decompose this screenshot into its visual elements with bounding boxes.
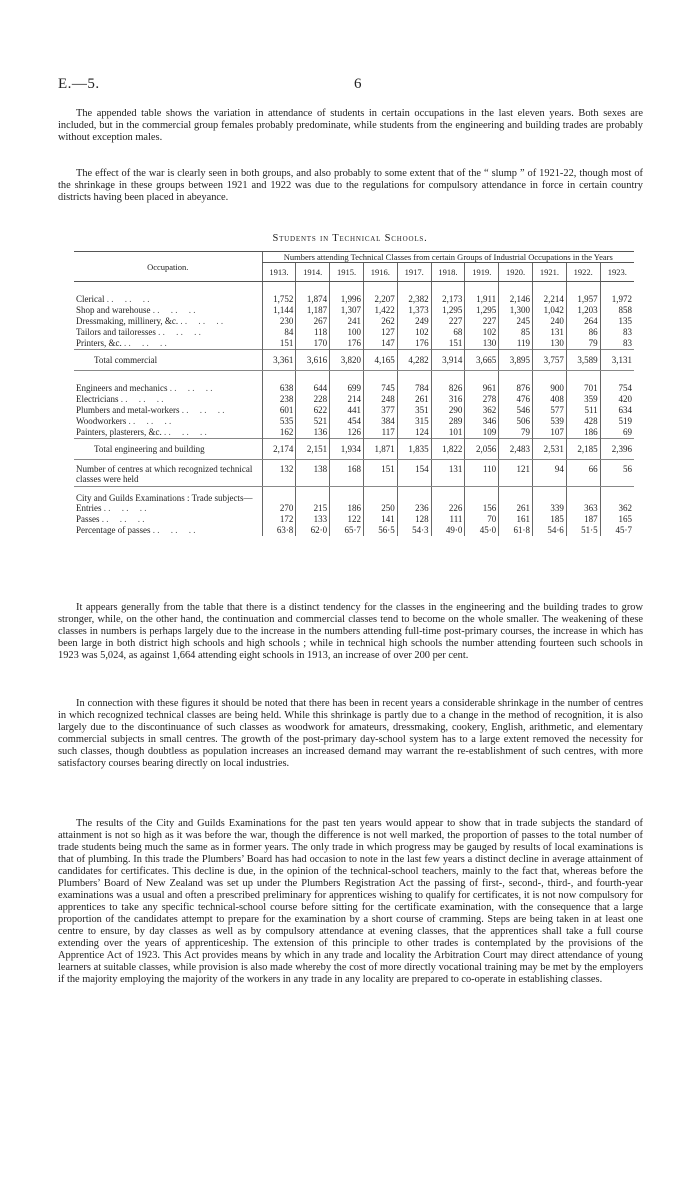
table-cell: 441 bbox=[330, 405, 364, 416]
spacer-cell bbox=[600, 487, 634, 504]
table-cell: 45·0 bbox=[465, 525, 499, 536]
table-cell: 506 bbox=[499, 416, 533, 427]
spacer-row bbox=[74, 282, 634, 295]
table-cell: 339 bbox=[533, 503, 567, 514]
table-cell: 784 bbox=[397, 383, 431, 394]
table-cell: 521 bbox=[296, 416, 330, 427]
table-cell: 61·8 bbox=[499, 525, 533, 536]
occupation-label bbox=[74, 316, 262, 327]
table-cell: 170 bbox=[296, 338, 330, 350]
table-cell: 745 bbox=[363, 383, 397, 394]
table-cell: 238 bbox=[262, 394, 296, 405]
table-cell: 3,914 bbox=[431, 350, 465, 371]
table-cell: 408 bbox=[533, 394, 567, 405]
table-cell: 577 bbox=[533, 405, 567, 416]
table-cell: 141 bbox=[363, 514, 397, 525]
spacer-cell bbox=[431, 282, 465, 295]
year-header: 1917. bbox=[397, 263, 431, 282]
table-cell: 228 bbox=[296, 394, 330, 405]
row-label: Shop and warehouse bbox=[76, 305, 151, 315]
year-header: 1914. bbox=[296, 263, 330, 282]
centres-row bbox=[74, 460, 634, 487]
table-cell: 519 bbox=[600, 416, 634, 427]
table-cell: 362 bbox=[600, 503, 634, 514]
table-cell: 316 bbox=[431, 394, 465, 405]
table-row bbox=[74, 525, 634, 536]
table-cell: 62·0 bbox=[296, 525, 330, 536]
occupation-label bbox=[74, 514, 262, 525]
table-cell: 69 bbox=[600, 427, 634, 439]
table-cell: 2,174 bbox=[262, 439, 296, 460]
table-cell: 2,056 bbox=[465, 439, 499, 460]
table-cell: 261 bbox=[397, 394, 431, 405]
year-header: 1923. bbox=[600, 263, 634, 282]
table-cell: 240 bbox=[533, 316, 567, 327]
table-cell: 118 bbox=[296, 327, 330, 338]
table-cell: 133 bbox=[296, 514, 330, 525]
table-row bbox=[74, 514, 634, 525]
table-cell: 1,835 bbox=[397, 439, 431, 460]
students-table bbox=[74, 251, 634, 536]
spacer-cell bbox=[499, 371, 533, 384]
spacer-cell bbox=[262, 282, 296, 295]
spacer-cell bbox=[74, 282, 262, 295]
table-cell: 634 bbox=[600, 405, 634, 416]
row-label: Woodworkers bbox=[76, 416, 127, 426]
table-cell: 1,752 bbox=[262, 294, 296, 305]
table-cell: 186 bbox=[566, 427, 600, 439]
row-label: Clerical bbox=[76, 294, 105, 304]
spacer-cell bbox=[397, 371, 431, 384]
table-cell: 961 bbox=[465, 383, 499, 394]
spacer-cell bbox=[465, 487, 499, 504]
occupation-label bbox=[74, 383, 262, 394]
table-cell: 3,895 bbox=[499, 350, 533, 371]
table-cell: 122 bbox=[330, 514, 364, 525]
table-cell: 121 bbox=[499, 460, 533, 487]
spacer-row bbox=[74, 371, 634, 384]
occupation-label bbox=[74, 327, 262, 338]
spacer-cell bbox=[262, 371, 296, 384]
table-cell: 215 bbox=[296, 503, 330, 514]
intro-paragraph-2: The effect of the war is clearly seen in both groups, and also probably to some extent that of the “ slump ” of 1921-22, though most of the shrinkage in these groups between 1921 and 1922 was due to the regulations for compulsory attendance in force in certain country districts having been placed in abeyance. bbox=[58, 168, 643, 203]
table-cell: 187 bbox=[566, 514, 600, 525]
table-cell: 136 bbox=[296, 427, 330, 439]
table-cell: 315 bbox=[397, 416, 431, 427]
table-cell: 245 bbox=[499, 316, 533, 327]
row-label: Passes bbox=[76, 514, 100, 524]
spacer-cell bbox=[262, 487, 296, 504]
occupation-label bbox=[74, 503, 262, 514]
occupation-label bbox=[74, 338, 262, 350]
table-cell: 2,146 bbox=[499, 294, 533, 305]
table-cell: 147 bbox=[363, 338, 397, 350]
table-cell: 49·0 bbox=[431, 525, 465, 536]
table-cell: 102 bbox=[397, 327, 431, 338]
table-cell: 130 bbox=[533, 338, 567, 350]
table-cell: 701 bbox=[566, 383, 600, 394]
table-cell: 1,822 bbox=[431, 439, 465, 460]
table-cell: 3,665 bbox=[465, 350, 499, 371]
occupation-label bbox=[74, 305, 262, 316]
table-row bbox=[74, 350, 634, 371]
table-cell: 2,151 bbox=[296, 439, 330, 460]
table-row bbox=[74, 327, 634, 338]
table-cell: 63·8 bbox=[262, 525, 296, 536]
table-cell: 270 bbox=[262, 503, 296, 514]
table-cell: 68 bbox=[431, 327, 465, 338]
table-cell: 278 bbox=[465, 394, 499, 405]
table-cell: 1,300 bbox=[499, 305, 533, 316]
table-cell: 359 bbox=[566, 394, 600, 405]
table-cell: 230 bbox=[262, 316, 296, 327]
table-cell: 109 bbox=[465, 427, 499, 439]
row-label: Tailors and tailoresses bbox=[76, 327, 156, 337]
table-cell: 226 bbox=[431, 503, 465, 514]
table-cell: 2,185 bbox=[566, 439, 600, 460]
occupation-label bbox=[74, 416, 262, 427]
table-cell: 3,361 bbox=[262, 350, 296, 371]
table-cell: 1,295 bbox=[465, 305, 499, 316]
table-cell: 1,996 bbox=[330, 294, 364, 305]
table-cell: 264 bbox=[566, 316, 600, 327]
table-cell: 4,282 bbox=[397, 350, 431, 371]
table-cell: 132 bbox=[262, 460, 296, 487]
spacer-cell bbox=[465, 371, 499, 384]
exams-heading: City and Guilds Examinations : Trade subjects— bbox=[76, 493, 253, 503]
table-cell: 699 bbox=[330, 383, 364, 394]
row-label: Plumbers and metal-workers bbox=[76, 405, 180, 415]
row-label: Percentage of passes bbox=[76, 525, 151, 535]
table-cell: 363 bbox=[566, 503, 600, 514]
table-cell: 102 bbox=[465, 327, 499, 338]
spacer-cell bbox=[397, 487, 431, 504]
table-row bbox=[74, 316, 634, 327]
body-paragraph-1: It appears generally from the table that there is a distinct tendency for the classes in the engineering and the building trades to grow stronger, while, on the other hand, the continuation and commercial classes tend to become on the whole smaller. The weakening of these classes in numbers is perhaps largely due to the increase in the numbers attending full-time post-primary courses, the increase in which has been large in both district high schools and high schools ; while in technical high schools the number attending fourteen such schools in 1923 was 5,024, as against 1,664 attending eight schools in 1913, an increase of over 200 per cent. bbox=[58, 602, 643, 661]
table-cell: 644 bbox=[296, 383, 330, 394]
table-cell: 241 bbox=[330, 316, 364, 327]
table-cell: 236 bbox=[397, 503, 431, 514]
table-cell: 2,382 bbox=[397, 294, 431, 305]
table-cell: 535 bbox=[262, 416, 296, 427]
table-cell: 110 bbox=[465, 460, 499, 487]
table-cell: 128 bbox=[397, 514, 431, 525]
table-cell: 138 bbox=[296, 460, 330, 487]
table-cell: 66 bbox=[566, 460, 600, 487]
table-cell: 858 bbox=[600, 305, 634, 316]
spacer-cell bbox=[533, 371, 567, 384]
spacer-cell bbox=[499, 282, 533, 295]
table-cell: 130 bbox=[465, 338, 499, 350]
table-cell: 2,214 bbox=[533, 294, 567, 305]
table-cell: 262 bbox=[363, 316, 397, 327]
table-row bbox=[74, 405, 634, 416]
table-cell: 151 bbox=[262, 338, 296, 350]
table-cell: 161 bbox=[499, 514, 533, 525]
table-cell: 79 bbox=[499, 427, 533, 439]
spacer-cell bbox=[499, 487, 533, 504]
table-cell: 214 bbox=[330, 394, 364, 405]
table-cell: 79 bbox=[566, 338, 600, 350]
row-label: Painters, plasterers, &c. bbox=[76, 427, 162, 437]
table-cell: 54·3 bbox=[397, 525, 431, 536]
table-cell: 351 bbox=[397, 405, 431, 416]
table-cell: 1,874 bbox=[296, 294, 330, 305]
occupation-header: Occupation. bbox=[74, 252, 262, 282]
centres-label: Number of centres at which recognized technical classes were held bbox=[74, 460, 262, 487]
table-cell: 3,131 bbox=[600, 350, 634, 371]
table-cell: 1,934 bbox=[330, 439, 364, 460]
table-cell: 94 bbox=[533, 460, 567, 487]
table-cell: 384 bbox=[363, 416, 397, 427]
table-cell: 1,871 bbox=[363, 439, 397, 460]
table-cell: 83 bbox=[600, 327, 634, 338]
spacer-cell bbox=[330, 487, 364, 504]
table-cell: 85 bbox=[499, 327, 533, 338]
table-cell: 900 bbox=[533, 383, 567, 394]
row-label: Engineers and mechanics bbox=[76, 383, 168, 393]
year-header: 1920. bbox=[499, 263, 533, 282]
years-group-header: Numbers attending Technical Classes from certain Groups of Industrial Occupations in the Years bbox=[262, 252, 634, 263]
table-cell: 1,972 bbox=[600, 294, 634, 305]
table-cell: 1,911 bbox=[465, 294, 499, 305]
table-cell: 876 bbox=[499, 383, 533, 394]
table-cell: 1,203 bbox=[566, 305, 600, 316]
table-cell: 176 bbox=[330, 338, 364, 350]
table-cell: 131 bbox=[533, 327, 567, 338]
table-cell: 135 bbox=[600, 316, 634, 327]
year-header: 1915. bbox=[330, 263, 364, 282]
table-cell: 428 bbox=[566, 416, 600, 427]
table-cell: 261 bbox=[499, 503, 533, 514]
table-cell: 826 bbox=[431, 383, 465, 394]
table-cell: 119 bbox=[499, 338, 533, 350]
table-cell: 3,616 bbox=[296, 350, 330, 371]
row-label: Entries bbox=[76, 503, 102, 513]
spacer-cell bbox=[330, 371, 364, 384]
table-cell: 227 bbox=[431, 316, 465, 327]
table-cell: 3,589 bbox=[566, 350, 600, 371]
table-cell: 126 bbox=[330, 427, 364, 439]
body-paragraph-3: The results of the City and Guilds Examinations for the past ten years would appear to show that in trade subjects the standard of attainment is not so high as it was before the war, though the difference is not well marked, the proportion of passes to the total number of trade students being much the same as in former years. The only trade in which progress may be gauged by results of local examinations is that of plumbing. In this trade the Plumbers’ Board has had occasion to note in the last few years a distinct decline in average attainment of candidates for certificates. This decline is due, in the opinion of the technical-school teachers, mainly to the fact that, whereas before the Plumbers’ Board of New Zealand was set up under the Plumbers Registration Act the passing of first-, second-, third-, and fourth-year examinations was a usual and often a prescribed preliminary for apprentices wishing to qualify for certificates, it is not now compulsory for apprentices to take any specific technical-school course before sitting for the certificate examination, with the consequence that a large proportion of the candidates attempt to prepare for the examination by a short course of cramming. Steps are being taken in at least one centre to ensure, by day classes as well as by compulsory attendance at evening classes, that the apprentices shall take a full course extending over the years of apprenticeship. The extension of this principle to other trades is contemplated by the provisions of the Apprentice Act of 1923. This Act provides means by which in any trade and locality the Arbitration Court may direct attendance of young learners at suitable classes, while provision is also made whereby the cost of more directly vocational training may be met by the employers if the majority employing the majority of the workers in any trade in any locality are prepared to co-operate in establishing classes. bbox=[58, 818, 643, 985]
spacer-cell bbox=[330, 282, 364, 295]
year-header: 1921. bbox=[533, 263, 567, 282]
spacer-cell bbox=[296, 371, 330, 384]
table-cell: 162 bbox=[262, 427, 296, 439]
spacer-cell bbox=[74, 371, 262, 384]
occupation-label bbox=[74, 394, 262, 405]
table-cell: 1,307 bbox=[330, 305, 364, 316]
table-cell: 1,957 bbox=[566, 294, 600, 305]
occupation-label bbox=[74, 294, 262, 305]
table-cell: 638 bbox=[262, 383, 296, 394]
table-row bbox=[74, 338, 634, 350]
spacer-cell bbox=[600, 282, 634, 295]
body-paragraph-2: In connection with these figures it should be noted that there has been in recent years a considerable shrinkage in the number of centres in which recognized technical classes are being held. While this shrinkage is partly due to a change in the method of recognition, it is also largely due to the discontinuance of such classes as woodwork for amateurs, dressmaking, cookery, English, arithmetic, and elementary commercial subjects in small centres. The growth of the post-primary day-school system has to a large extent removed the necessity for such classes, though doubtless as population increases an increased demand may warrant the re-establishment of such centres, with more satisfactory courses bearing directly on local industries. bbox=[58, 698, 643, 769]
spacer-cell bbox=[566, 487, 600, 504]
table-cell: 186 bbox=[330, 503, 364, 514]
table-cell: 249 bbox=[397, 316, 431, 327]
spacer-cell bbox=[431, 487, 465, 504]
table-cell: 420 bbox=[600, 394, 634, 405]
spacer-cell bbox=[363, 371, 397, 384]
table-cell: 2,173 bbox=[431, 294, 465, 305]
table-row bbox=[74, 383, 634, 394]
year-header: 1918. bbox=[431, 263, 465, 282]
spacer-cell bbox=[533, 282, 567, 295]
spacer-cell bbox=[566, 282, 600, 295]
table-cell: 2,207 bbox=[363, 294, 397, 305]
table-cell: 1,373 bbox=[397, 305, 431, 316]
intro-paragraph-1: The appended table shows the variation in attendance of students in certain occupations in the last eleven years. Both sexes are included, but in the commercial group females probably predominate, while students from the engineering and building trades are probably without exception males. bbox=[58, 108, 643, 143]
spacer-cell bbox=[566, 371, 600, 384]
table-cell: 1,422 bbox=[363, 305, 397, 316]
table-cell: 56 bbox=[600, 460, 634, 487]
table-cell: 250 bbox=[363, 503, 397, 514]
table-cell: 56·5 bbox=[363, 525, 397, 536]
occupation-label bbox=[74, 439, 262, 460]
occupation-label bbox=[74, 405, 262, 416]
table-cell: 227 bbox=[465, 316, 499, 327]
row-label: Printers, &c. bbox=[76, 338, 122, 348]
spacer-cell bbox=[296, 487, 330, 504]
table-cell: 454 bbox=[330, 416, 364, 427]
table-row bbox=[74, 427, 634, 439]
table-cell: 476 bbox=[499, 394, 533, 405]
table-cell: 2,531 bbox=[533, 439, 567, 460]
row-label: Dressmaking, millinery, &c. bbox=[76, 316, 179, 326]
spacer-cell bbox=[397, 282, 431, 295]
table-caption: Students in Technical Schools. bbox=[272, 233, 428, 244]
table-row bbox=[74, 416, 634, 427]
table-cell: 267 bbox=[296, 316, 330, 327]
table-cell: 127 bbox=[363, 327, 397, 338]
table-cell: 1,144 bbox=[262, 305, 296, 316]
table-cell: 83 bbox=[600, 338, 634, 350]
table-cell: 3,820 bbox=[330, 350, 364, 371]
spacer-cell bbox=[600, 371, 634, 384]
table-cell: 156 bbox=[465, 503, 499, 514]
table-cell: 248 bbox=[363, 394, 397, 405]
table-cell: 100 bbox=[330, 327, 364, 338]
table-cell: 124 bbox=[397, 427, 431, 439]
spacer-cell bbox=[296, 282, 330, 295]
spacer-cell bbox=[363, 282, 397, 295]
table-cell: 377 bbox=[363, 405, 397, 416]
year-header: 1922. bbox=[566, 263, 600, 282]
table-cell: 754 bbox=[600, 383, 634, 394]
table-cell: 117 bbox=[363, 427, 397, 439]
table-cell: 622 bbox=[296, 405, 330, 416]
table-cell: 111 bbox=[431, 514, 465, 525]
table-body bbox=[74, 282, 634, 537]
table-cell: 54·6 bbox=[533, 525, 567, 536]
table-cell: 1,295 bbox=[431, 305, 465, 316]
table-cell: 1,042 bbox=[533, 305, 567, 316]
table-cell: 101 bbox=[431, 427, 465, 439]
table-row bbox=[74, 439, 634, 460]
table-cell: 601 bbox=[262, 405, 296, 416]
table-cell: 185 bbox=[533, 514, 567, 525]
row-label: Total commercial bbox=[94, 355, 158, 365]
year-header: 1916. bbox=[363, 263, 397, 282]
table-cell: 65·7 bbox=[330, 525, 364, 536]
table-row bbox=[74, 294, 634, 305]
table-row bbox=[74, 503, 634, 514]
table-cell: 176 bbox=[397, 338, 431, 350]
table-cell: 86 bbox=[566, 327, 600, 338]
spacer-cell bbox=[363, 487, 397, 504]
row-label: Total engineering and building bbox=[94, 444, 205, 454]
page-header bbox=[58, 76, 643, 96]
table-cell: 539 bbox=[533, 416, 567, 427]
table-cell: 362 bbox=[465, 405, 499, 416]
spacer-cell bbox=[431, 371, 465, 384]
table-cell: 546 bbox=[499, 405, 533, 416]
row-label: Electricians bbox=[76, 394, 119, 404]
table-cell: 165 bbox=[600, 514, 634, 525]
document-reference: E.—5. bbox=[58, 76, 100, 92]
table-cell: 2,396 bbox=[600, 439, 634, 460]
spacer-cell bbox=[533, 487, 567, 504]
year-header: 1919. bbox=[465, 263, 499, 282]
table-cell: 131 bbox=[431, 460, 465, 487]
year-header: 1913. bbox=[262, 263, 296, 282]
table-cell: 45·7 bbox=[600, 525, 634, 536]
table-cell: 289 bbox=[431, 416, 465, 427]
occupation-label bbox=[74, 427, 262, 439]
table-cell: 4,165 bbox=[363, 350, 397, 371]
occupation-label bbox=[74, 525, 262, 536]
table-cell: 51·5 bbox=[566, 525, 600, 536]
table-cell: 70 bbox=[465, 514, 499, 525]
table-row bbox=[74, 394, 634, 405]
table-cell: 154 bbox=[397, 460, 431, 487]
table-cell: 2,483 bbox=[499, 439, 533, 460]
spacer-cell bbox=[465, 282, 499, 295]
occupation-label bbox=[74, 350, 262, 371]
table-cell: 84 bbox=[262, 327, 296, 338]
table-cell: 151 bbox=[363, 460, 397, 487]
table-row bbox=[74, 305, 634, 316]
exams-heading-row bbox=[74, 487, 634, 504]
table-cell: 346 bbox=[465, 416, 499, 427]
table-cell: 151 bbox=[431, 338, 465, 350]
table-cell: 107 bbox=[533, 427, 567, 439]
table-cell: 3,757 bbox=[533, 350, 567, 371]
table-cell: 172 bbox=[262, 514, 296, 525]
table-cell: 290 bbox=[431, 405, 465, 416]
table-cell: 168 bbox=[330, 460, 364, 487]
table-cell: 511 bbox=[566, 405, 600, 416]
page-number: 6 bbox=[354, 76, 362, 92]
table-cell: 1,187 bbox=[296, 305, 330, 316]
